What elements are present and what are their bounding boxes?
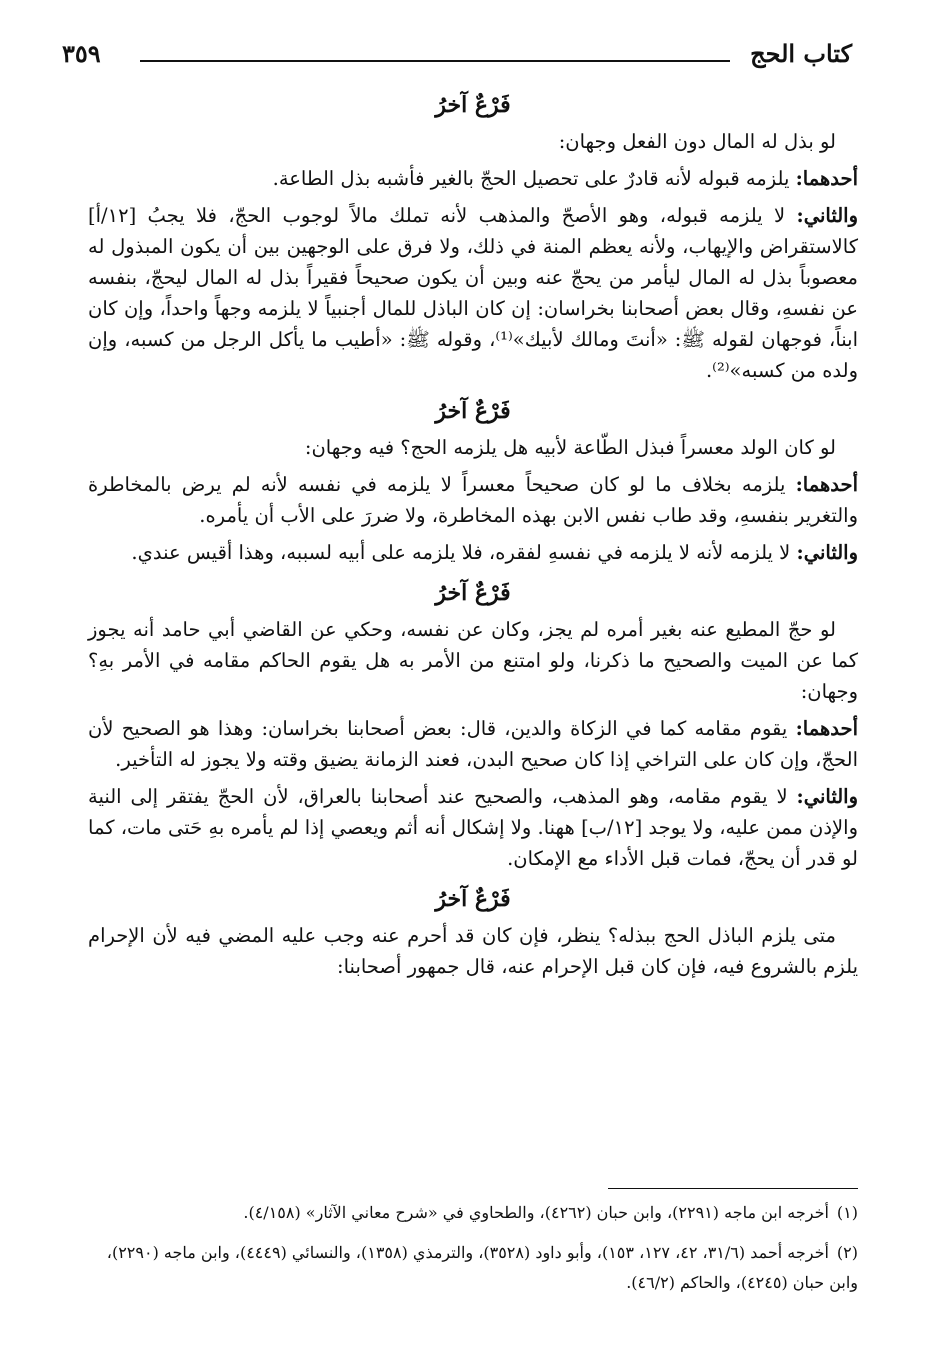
section-intro: متى يلزم الباذل الحج ببذله؟ ينظر، فإن كان قد أحرم عنه وجب عليه المضي فيه لأن الإحرام يلزم بالشروع فيه، فإن كان قبل الإحرام عنه، قال جمهور أصحابنا: xyxy=(88,924,858,978)
section-2 xyxy=(88,392,858,568)
opinion-text: يلزمه قبوله لأنه قادرٌ على تحصيل الحجّ بالغير فأشبه بذل الطاعة. xyxy=(272,167,796,190)
paragraph-second-opinion xyxy=(88,781,858,874)
footnote-mark: (١) xyxy=(836,1203,858,1222)
footnote-2 xyxy=(88,1238,858,1298)
opinion-label: أحدهما: xyxy=(795,167,858,190)
section-intro: لو بذل له المال دون الفعل وجهان: xyxy=(558,130,836,153)
footnote-text: أخرجه أحمد (٣١/٦، ٤٢، ١٢٧، ١٥٣)، وأبو داود (٣٥٢٨)، والترمذي (١٣٥٨)، والنسائي (٤٤٤٩)، وابن ماجه (٢٢٩٠)، وابن حبان (٤٢٤٥)، والحاكم (٤٦/٢). xyxy=(106,1243,858,1292)
footnote-text: أخرجه ابن ماجه (٢٢٩١)، وابن حبان (٤٢٦٢)، والطحاوي في «شرح معاني الآثار» (٤/١٥٨). xyxy=(243,1203,829,1222)
opinion-label: أحدهما: xyxy=(795,473,858,496)
footnote-rule xyxy=(608,1188,858,1189)
footnote-1 xyxy=(88,1198,858,1228)
page-header xyxy=(62,34,852,74)
section-heading: فَرْعٌ آخرُ xyxy=(435,92,511,118)
opinion-label: والثاني: xyxy=(796,204,858,227)
opinion-text: لا يلزمه قبوله، وهو الأصحّ والمذهب لأنه تملك مالاً لوجوب الحجّ، فلا يجبُ [١٢/أ] كالاستقراض والإيهاب، ولأنه يعظم المنة في ذلك، ولا فرق على الوجهين بين أن يكون المبذول له معصوباً بذل له المال ليأمر من يحجّ عنه وبين أن يكون صحيحاً فقيراً بذل له المال ليحجّ، بنفسه عن نفسهِ، وقال بعض أصحابنا بخراسان: إن كان الباذل للمال أجنبياً لا يلزمه وجهاً واحداً، وإن كان ابناً، فوجهان لقوله ﷺ: «أنتَ ومالك لأبيك»⁽¹⁾، وقوله ﷺ: «أطيب ما يأكل الرجل من كسبه، وإن ولده من كسبه»⁽²⁾. xyxy=(88,204,858,382)
paragraph-first-opinion xyxy=(88,713,858,775)
opinion-text: لا يقوم مقامه، وهو المذهب، والصحيح عند أصحابنا بالعراق، لأن الحجّ يفتقر إلى النية والإذن ممن عليه، ولا يوجد [١٢/ب] ههنا. ولا إشكال أنه أثم ويعصي إذا لم يأمره بهِ حَتى مات، كما لو قدر أن يحجّ، فمات قبل الأداء مع الإمكان. xyxy=(88,785,858,870)
paragraph-first-opinion xyxy=(88,163,858,194)
paragraph-second-opinion xyxy=(88,200,858,386)
opinion-text: لا يلزمه لأنه لا يلزمه في نفسهِ لفقره، فلا يلزمه على أبيه لسببه، وهذا أقيس عندي. xyxy=(131,541,797,564)
footnotes xyxy=(88,1198,858,1308)
page-number: ٣٥٩ xyxy=(62,39,101,68)
section-heading: فَرْعٌ آخرُ xyxy=(435,886,511,912)
chapter-title: كتاب الحج xyxy=(750,39,852,68)
section-4 xyxy=(88,880,858,982)
header-rule xyxy=(140,60,730,62)
section-heading: فَرْعٌ آخرُ xyxy=(435,580,511,606)
section-1 xyxy=(88,86,858,386)
main-text xyxy=(88,84,858,988)
section-heading: فَرْعٌ آخرُ xyxy=(435,398,511,424)
opinion-label: والثاني: xyxy=(796,785,858,808)
opinion-text: يلزمه بخلاف ما لو كان صحيحاً معسراً لا يلزمه في نفسه لأنه لم يرض بالمخاطرة والتغرير بنفسهِ، وقد طاب نفس الابن بهذه المخاطرة، ولا ضررَ على الأب أن يأمره. xyxy=(88,473,858,527)
opinion-label: أحدهما: xyxy=(795,717,858,740)
paragraph-second-opinion xyxy=(88,537,858,568)
paragraph-first-opinion xyxy=(88,469,858,531)
opinion-label: والثاني: xyxy=(796,541,858,564)
section-intro: لو كان الولد معسراً فبذل الطّاعة لأبيه هل يلزمه الحج؟ فيه وجهان: xyxy=(304,436,836,459)
section-intro: لو حجّ المطيع عنه بغير أمره لم يجز، وكان عن نفسه، وحكي عن القاضي أبي حامد أنه يجوز كما عن الميت والصحيح ما ذكرنا، ولو امتنع من الأمر به هل يقوم الحاكم مقامه في الأمر بهِ؟ وجهان: xyxy=(88,618,858,703)
opinion-text: يقوم مقامه كما في الزكاة والدين، قال: بعض أصحابنا بخراسان: وهذا هو الصحيح لأن الحجّ، وإن كان على التراخي إذا كان صحيح البدن، فعند الزمانة يضيق وقته ولا يجوز له التأخير. xyxy=(88,717,858,771)
section-3 xyxy=(88,574,858,874)
footnote-mark: (٢) xyxy=(836,1243,858,1262)
